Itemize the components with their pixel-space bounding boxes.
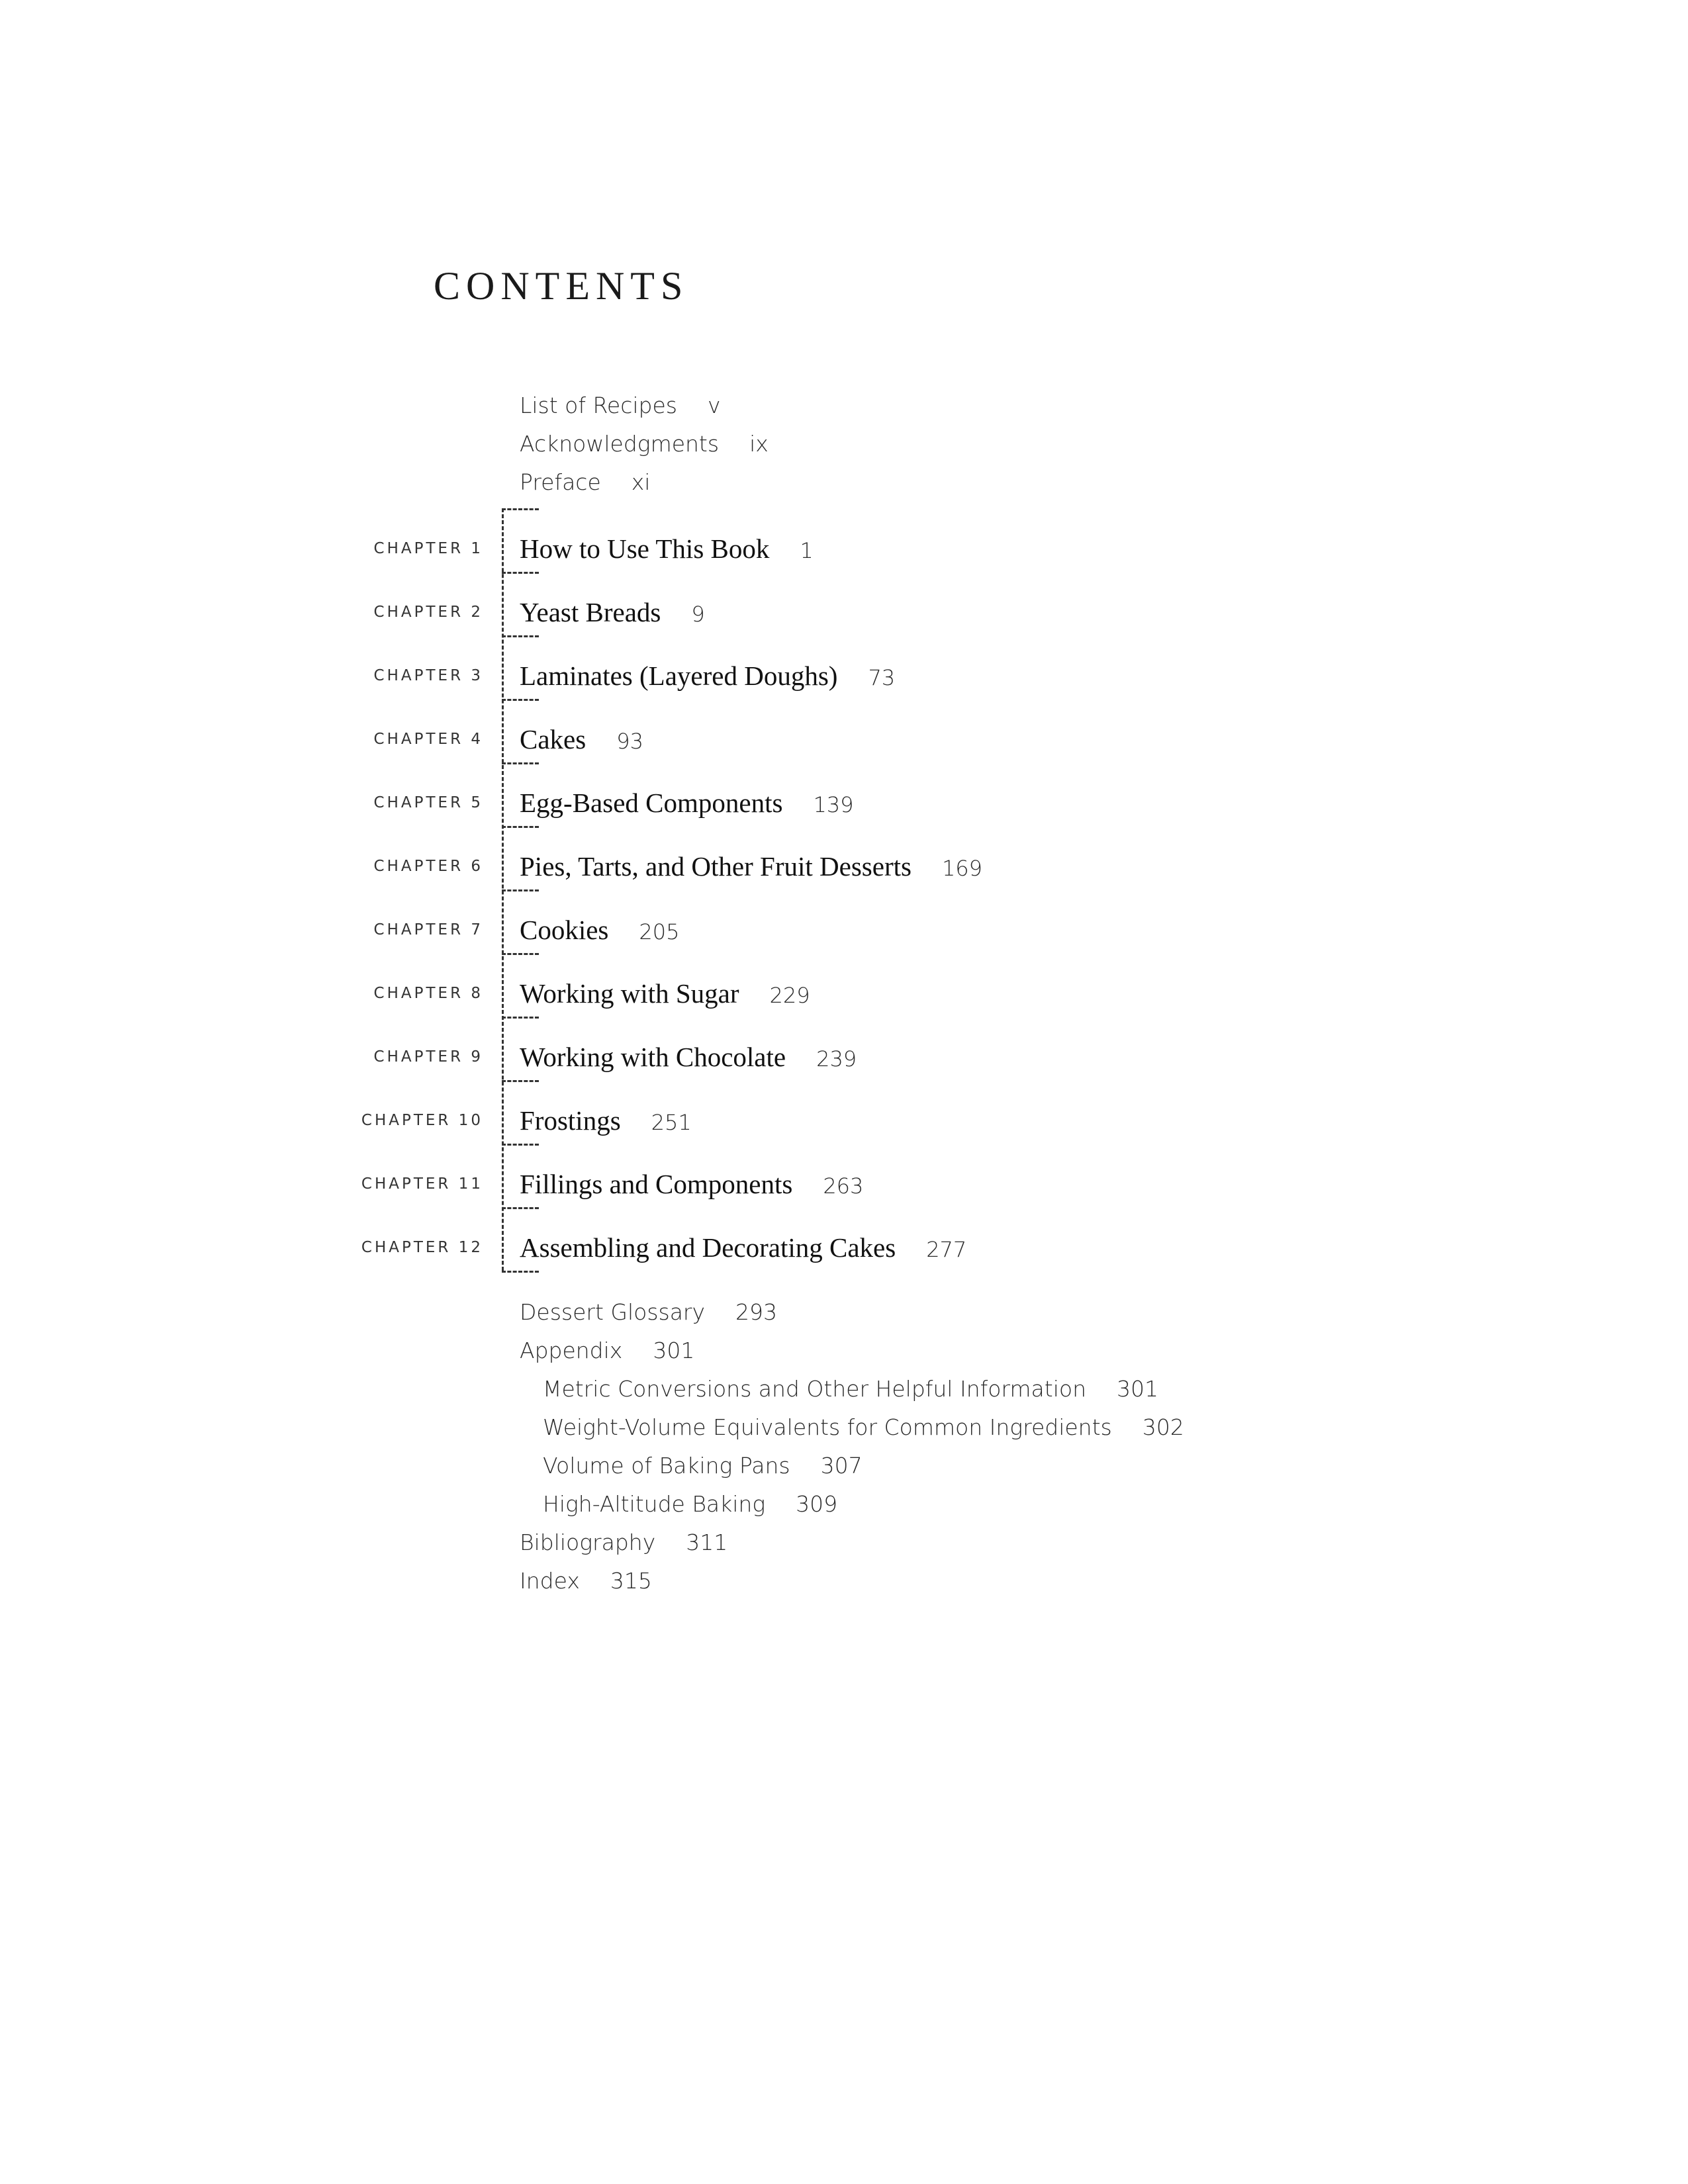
chapter-number: CHAPTER 5	[373, 794, 483, 811]
bracket-tick	[502, 699, 539, 701]
bracket-tick	[502, 953, 539, 955]
chapter-page: 169	[941, 856, 983, 881]
chapter-number: CHAPTER 1	[373, 540, 483, 557]
chapter-title: Fillings and Components	[520, 1169, 793, 1199]
chapter-title: Yeast Breads	[520, 597, 661, 627]
toc-chapter-2[interactable]	[520, 596, 705, 631]
chapter-title: Assembling and Decorating Cakes	[520, 1232, 896, 1263]
entry-page: 307	[820, 1453, 863, 1479]
chapter-page: 73	[868, 665, 896, 690]
entry-label: Weight-Volume Equivalents for Common Ingredients	[543, 1414, 1112, 1440]
chapter-number: CHAPTER 2	[373, 604, 483, 621]
chapter-title: Working with Sugar	[520, 978, 739, 1009]
chapter-number: CHAPTER 9	[373, 1048, 483, 1066]
chapter-title: Laminates (Layered Doughs)	[520, 660, 838, 691]
chapter-title: Working with Chocolate	[520, 1042, 786, 1072]
entry-page: 301	[1117, 1376, 1158, 1402]
chapter-page: 263	[823, 1173, 864, 1199]
toc-entry-high-altitude[interactable]	[543, 1491, 837, 1518]
toc-entry-dessert-glossary[interactable]	[520, 1299, 777, 1326]
toc-entry-volume-baking-pans[interactable]	[543, 1453, 863, 1479]
chapter-page: 229	[769, 983, 810, 1008]
chapter-number: CHAPTER 3	[373, 667, 483, 684]
bracket-tick	[502, 1271, 539, 1273]
bracket-tick	[502, 762, 539, 764]
bracket-tick	[502, 826, 539, 828]
chapter-title: Frostings	[520, 1105, 621, 1136]
chapter-title: Cakes	[520, 724, 586, 754]
entry-page: 293	[735, 1299, 778, 1325]
entry-label: Volume of Baking Pans	[543, 1453, 790, 1479]
toc-entry-list-of-recipes[interactable]	[520, 392, 721, 419]
toc-entry-metric-conversions[interactable]	[543, 1376, 1158, 1402]
toc-chapter-1[interactable]	[520, 532, 814, 567]
chapter-number: CHAPTER 6	[373, 858, 483, 875]
chapter-number: CHAPTER 8	[373, 985, 483, 1002]
entry-label: List of Recipes	[520, 392, 677, 418]
chapter-page: 205	[639, 919, 680, 944]
bracket-tick	[502, 1017, 539, 1019]
entry-label: Dessert Glossary	[520, 1299, 706, 1325]
toc-entry-preface[interactable]	[520, 469, 650, 496]
entry-label: Acknowledgments	[520, 431, 720, 457]
entry-page: 309	[796, 1491, 838, 1517]
toc-chapter-12[interactable]	[520, 1231, 966, 1266]
entry-page: xi	[631, 469, 651, 495]
chapter-page: 93	[616, 729, 643, 754]
toc-chapter-9[interactable]	[520, 1040, 857, 1075]
chapter-number: CHAPTER 4	[373, 731, 483, 748]
bracket-tick	[502, 1080, 539, 1082]
entry-page: 302	[1142, 1414, 1184, 1440]
entry-label: Preface	[520, 469, 601, 495]
chapter-title: How to Use This Book	[520, 533, 770, 564]
toc-entry-bibliography[interactable]	[520, 1529, 727, 1556]
entry-label: Appendix	[520, 1338, 623, 1363]
bracket-tick	[502, 635, 539, 637]
chapter-page: 139	[813, 792, 854, 817]
chapter-number: CHAPTER 10	[361, 1112, 483, 1129]
entry-label: Index	[520, 1568, 580, 1594]
chapter-page: 277	[926, 1237, 967, 1262]
toc-chapter-6[interactable]	[520, 850, 982, 885]
bracket-tick	[502, 1144, 539, 1146]
chapter-page: 1	[800, 538, 814, 563]
chapter-number: CHAPTER 12	[361, 1239, 483, 1256]
chapter-page: 251	[651, 1110, 692, 1135]
entry-label: Bibliography	[520, 1529, 656, 1555]
toc-chapter-8[interactable]	[520, 977, 810, 1012]
chapter-number: CHAPTER 11	[361, 1175, 483, 1193]
toc-chapter-11[interactable]	[520, 1167, 863, 1203]
bracket-tick	[502, 889, 539, 891]
entry-page: ix	[749, 431, 769, 457]
chapter-title: Cookies	[520, 915, 609, 945]
toc-entry-index[interactable]	[520, 1568, 652, 1594]
bracket-tick	[502, 508, 539, 510]
entry-label: Metric Conversions and Other Helpful Information	[543, 1376, 1086, 1402]
bracket-tick	[502, 572, 539, 574]
entry-page: 315	[610, 1568, 652, 1594]
toc-chapter-7[interactable]	[520, 913, 679, 948]
toc-chapter-3[interactable]	[520, 659, 895, 694]
chapter-page: 239	[816, 1046, 857, 1071]
bracket-tick	[502, 1207, 539, 1209]
chapter-title: Pies, Tarts, and Other Fruit Desserts	[520, 851, 912, 882]
toc-chapter-4[interactable]	[520, 723, 643, 758]
page-title: CONTENTS	[434, 264, 689, 308]
toc-entry-appendix[interactable]	[520, 1338, 694, 1364]
entry-page: 301	[653, 1338, 695, 1363]
toc-chapter-5[interactable]	[520, 786, 854, 821]
entry-page: 311	[686, 1529, 728, 1555]
toc-entry-acknowledgments[interactable]	[520, 431, 769, 457]
chapter-number: CHAPTER 7	[373, 921, 483, 938]
chapter-page: 9	[691, 602, 705, 627]
chapter-title: Egg-Based Components	[520, 788, 783, 818]
entry-page: v	[707, 392, 721, 418]
entry-label: High-Altitude Baking	[543, 1491, 766, 1517]
toc-entry-weight-volume[interactable]	[543, 1414, 1184, 1441]
toc-chapter-10[interactable]	[520, 1104, 692, 1139]
